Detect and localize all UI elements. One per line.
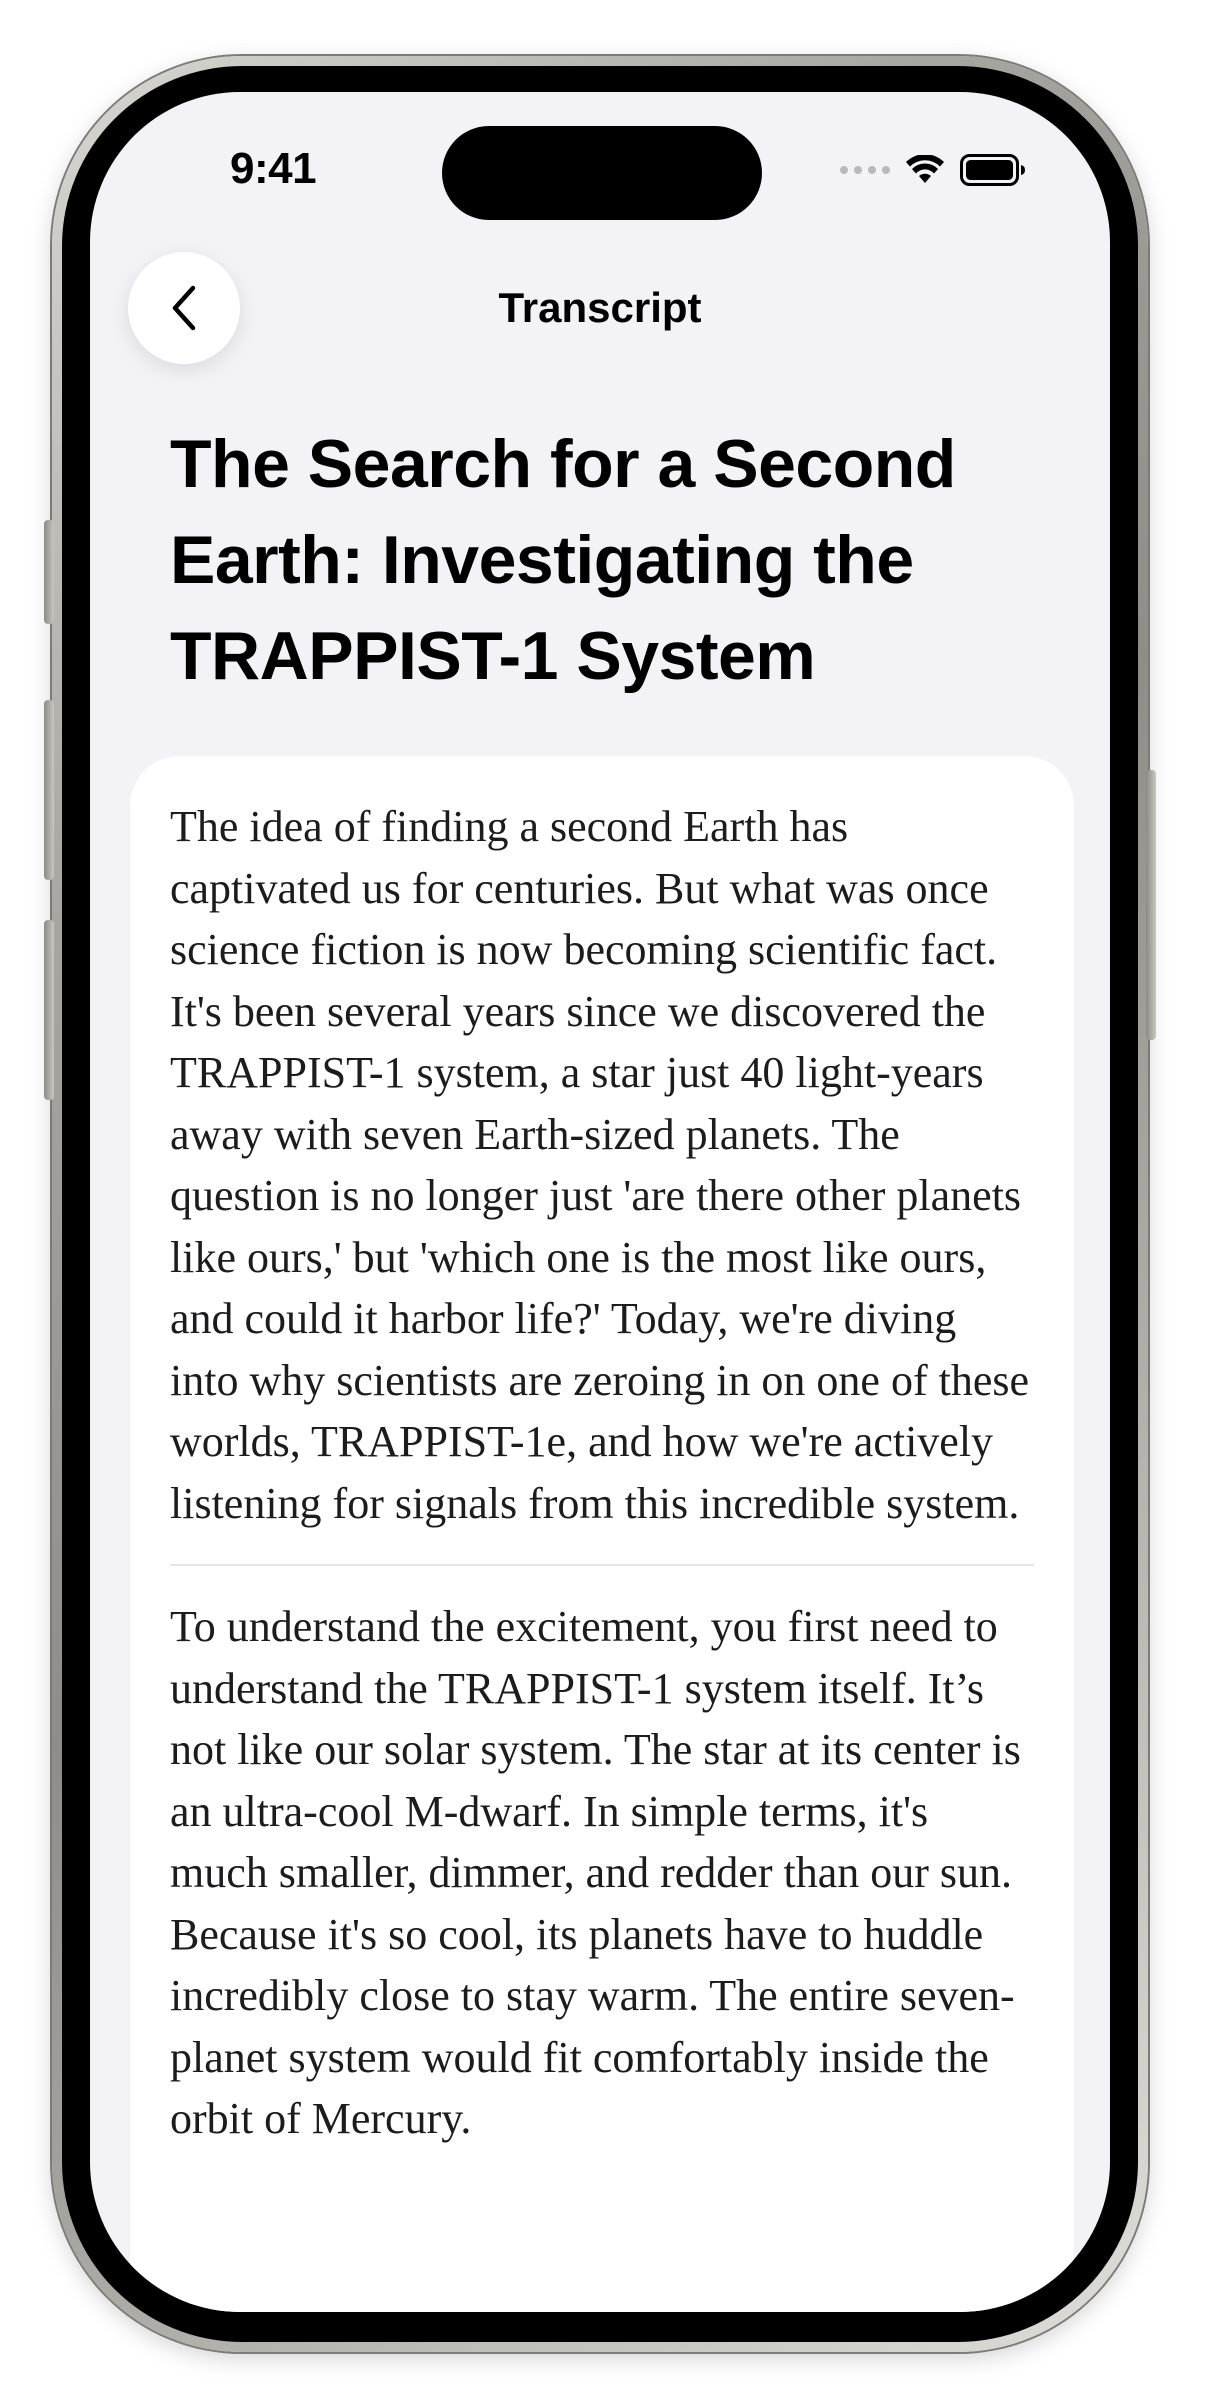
phone-screen <box>90 92 1110 2312</box>
cellular-signal-icon <box>840 166 890 174</box>
status-time: 9:41 <box>230 144 317 193</box>
battery-icon <box>960 154 1026 186</box>
power-button <box>1146 770 1156 1040</box>
dynamic-island <box>442 126 762 220</box>
status-icons <box>840 154 1026 186</box>
volume-up-button <box>44 700 54 880</box>
volume-down-button <box>44 920 54 1100</box>
transcript-paragraph: To understand the excitement, you first need to understand the TRAPPIST-1 system itself. It’s not like our solar system. The star at its center is an ultra-cool M-dwarf. In simple terms, it's much smaller, dimmer, and redder than our sun. Because it's so cool, its planets have to huddle incredibly close to stay warm. The entire seven-planet system would fit comfortably inside the orbit of Mercury. <box>170 1602 1021 2143</box>
transcript-paragraph: The idea of finding a second Earth has captivated us for centuries. But what was once science fiction is now becoming scientific fact. It's been several years since we discovered the TRAPPIST-1 system, a star just 40 light-years away with seven Earth-sized planets. The question is no longer just 'are there other planets like ours,' but 'which one is the most like ours, and could it harbor life?' Today, we're diving into why scientists are zeroing in on one of these worlds, TRAPPIST-1e, and how we're actively listening for signals from this incredible system. <box>170 802 1030 1528</box>
paragraph-divider <box>170 1564 1034 1566</box>
transcript-card[interactable] <box>130 756 1074 2312</box>
article-title: The Search for a Second Earth: Investigating the TRAPPIST-1 System <box>170 426 956 694</box>
status-bar <box>90 92 1110 212</box>
nav-title: Transcript <box>498 284 702 331</box>
action-button <box>44 520 54 624</box>
wifi-icon <box>906 155 944 185</box>
navigation-bar <box>90 252 1110 382</box>
